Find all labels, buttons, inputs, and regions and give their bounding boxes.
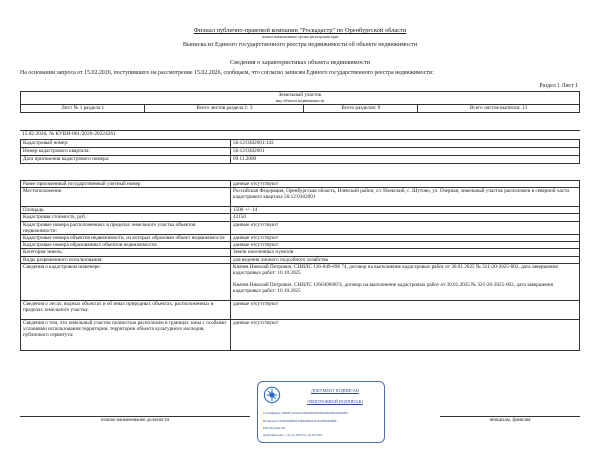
table-row <box>21 156 580 164</box>
section-page-info: Раздел 1 Лист 1 <box>539 83 578 89</box>
sheets-total: Всего листов раздела 1: 3 <box>145 105 304 113</box>
row-label: Кадастровая стоимость, руб.: <box>21 214 231 221</box>
row-label: Сведения о том, что земельный участок полностью расположен в границах зоны с особыми условиями использования территории, территории объекта культурного наследия, публичного сервитута: <box>21 319 231 350</box>
object-type-caption: вид объекта недвижимости <box>275 98 325 104</box>
table-row <box>21 181 580 188</box>
sheet-number: Лист № 1 раздела 1 <box>21 105 145 113</box>
object-header-table <box>20 91 580 113</box>
row-label: Кадастровые номера расположенных в пределах земельного участка объектов недвижимости: <box>21 221 231 234</box>
stamp-title: ДОКУМЕНТ ПОДПИСАН <box>311 388 359 393</box>
owner-name-line: РОСКАДАСТР <box>263 426 286 430</box>
characteristics-table <box>20 180 580 351</box>
row-value: 56:12:0302001:143 <box>231 140 580 148</box>
table-row <box>21 188 580 207</box>
table-row <box>21 256 580 263</box>
row-value: 42150 <box>231 214 580 221</box>
row-value: данные отсутствуют <box>231 235 580 242</box>
identifiers-table <box>20 139 580 164</box>
certificate-line: Сертификат: 6D6F7A0A0C000000000000000000000000000 <box>263 411 348 415</box>
position-caption: полное наименование должности <box>100 418 170 423</box>
row-label: Сведения о лесах, водных объектах и об иных природных объектах, расположенных в пределах земельного участка: <box>21 300 231 319</box>
organization-name: Филиал публично-правовой компании "Роскадастр" по Оренбургской области <box>193 27 407 34</box>
row-label: Виды разрешенного использования: <box>21 256 231 263</box>
row-value: для ведения личного подсобного хозяйства <box>231 256 580 263</box>
table-row <box>21 221 580 234</box>
row-value: данные отсутствуют <box>231 242 580 249</box>
extract-sheets-total: Всего листов выписки: 13 <box>418 105 580 113</box>
table-row <box>21 207 580 214</box>
row-label: Категория земель: <box>21 249 231 256</box>
row-value: данные отсутствуют <box>231 319 580 350</box>
row-label: Площадь: <box>21 207 231 214</box>
table-row <box>21 319 580 350</box>
row-value: данные отсутствуют <box>231 221 580 234</box>
sections-total: Всего разделов: 8 <box>304 105 418 113</box>
table-row <box>21 235 580 242</box>
row-value: 1500 +/- 14 <box>231 207 580 214</box>
row-label: Ранее присвоенный государственный учетный номер <box>21 181 231 188</box>
row-value: данные отсутствуют <box>231 300 580 319</box>
table-row <box>21 140 580 148</box>
extract-title: Выписка из Единого государственного реестра недвижимости об объекте недвижимости <box>182 41 418 48</box>
row-label: Кадастровые номера образованных объектов недвижимости: <box>21 242 231 249</box>
initials-caption: инициалы, фамилия <box>489 418 531 423</box>
organization-caption: полное наименование органа регистрации прав <box>261 35 339 39</box>
electronic-signature-stamp <box>257 381 385 443</box>
cadastral-engineer-record-2: Князев Николай Петрович, СНИЛС 13604969874, договор на выполнение кадастровых работ от 30.01.2025 № 321-20-2025-002, дата завершения кадастровых работ: 10.10.2025 <box>233 282 553 295</box>
document-title: Сведения о характеристиках объекта недвижимости <box>230 59 370 66</box>
table-row <box>21 263 580 300</box>
row-value: 56:12:0302001 <box>231 148 580 156</box>
row-value: Российская Федерация, Оренбургская область, Илекский район, с/с Илекский, с. Шутово, ул. Озерная, земельный участок расположен в северной части кадастрового квартала 56:12:0302001 <box>231 188 580 207</box>
row-label: Сведения о кадастровом инженере: <box>21 263 231 300</box>
table-row <box>21 300 580 319</box>
stamp-subtitle: ЭЛЕКТРОННОЙ ПОДПИСЬЮ <box>306 399 364 404</box>
table-row <box>21 249 580 256</box>
table-row <box>21 214 580 221</box>
cadastral-engineer-record-1: Князев Николай Петрович, СНИЛС 136-049-698 74, договор на выполнение кадастровых работ от 30.01.2025 № 321-20-2025-002, дата завершения кадастровых работ: 10.10.2025 <box>233 263 558 277</box>
row-label: Местоположение: <box>21 188 231 207</box>
row-label: Кадастровые номера объектов недвижимости, из которых образован объект недвижимости: <box>21 235 231 242</box>
object-type: Земельный участок <box>278 92 322 98</box>
row-label: Дата присвоения кадастрового номера: <box>21 156 231 164</box>
table-row <box>21 242 580 249</box>
registry-emblem-icon <box>263 386 281 404</box>
owner-line: Владелец: ПУБЛИЧНО-ПРАВОВАЯ КОМПАНИЯ <box>263 419 337 423</box>
table-row <box>21 148 580 156</box>
row-label: Номер кадастрового квартала: <box>21 148 231 156</box>
extract-date-number: 15.02.2026, № КУВИ-001/2026-20224261 <box>22 131 116 137</box>
row-label: Кадастровый номер: <box>21 140 231 148</box>
validity-line: Действителен: с 24.12.2025 по 19.03.2027 <box>263 433 323 437</box>
row-value: 09.11.2009 <box>231 156 580 164</box>
row-value: данные отсутствуют <box>231 181 580 188</box>
intro-text: На основании запроса от 15.02.2026, поступившего на рассмотрение 15.02.2026, сообщаем, что согласно записям Единого государственного реестра недвижимости: <box>20 70 434 76</box>
row-value: Земли населенных пунктов <box>231 249 580 256</box>
